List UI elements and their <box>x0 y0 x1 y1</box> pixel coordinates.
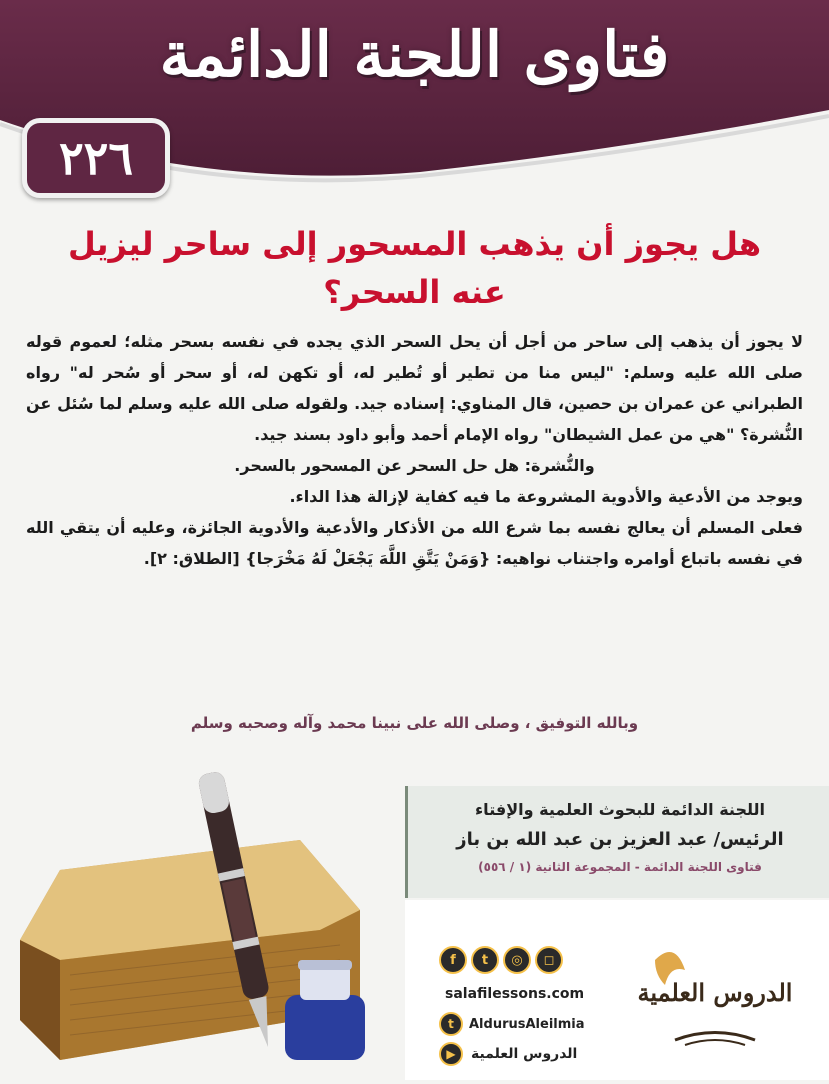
brand-logo <box>615 940 815 1060</box>
signature-box <box>405 786 829 898</box>
twitter-icon[interactable]: t <box>471 946 499 974</box>
question-line-2: عنه السحر؟ <box>323 273 506 311</box>
book-pen-illustration <box>0 760 400 1080</box>
answer-paragraph-4: فعلى المسلم أن يعالج نفسه بما شرع الله من الأذكار والأدعية والأدوية الجائزة، وعليه أن يتقي الله في نفسه باتباع أوامره واجتناب نواهيه: {وَمَنْ يَتَّقِ اللَّهَ يَجْعَلْ لَهُ مَخْرَجا} [الطلاق: ٢]. <box>26 518 803 568</box>
logo-text: الدروس العلمية <box>637 978 793 1007</box>
fatwa-number-badge: ٢٢٦ <box>22 118 170 198</box>
telegram-handle[interactable] <box>439 1012 585 1036</box>
answer-paragraph-2: والنُّشرة: هل حل السحر عن المسحور بالسحر. <box>234 456 595 475</box>
youtube-icon: ▶ <box>439 1042 463 1066</box>
question-line-1: هل يجوز أن يذهب المسحور إلى ساحر ليزيل <box>67 225 762 263</box>
dribbble-icon[interactable]: ◎ <box>503 946 531 974</box>
answer-paragraph-1: لا يجوز أن يذهب إلى ساحر من أجل أن يحل السحر الذي يجده في نفسه بسحر مثله؛ لعموم قوله صلى الله عليه وسلم: "ليس منا من تطير أو تُطير له، أو تكهن له، أو سحر أو سُحر له" رواه الطبراني عن عمران بن حصين، قال المناوي: إسناده جيد. ولقوله صلى الله عليه وسلم لما سُئل عن النُّشرة؟ "هي من عمل الشيطان" رواه الإمام أحمد وأبو داود بسند جيد. <box>26 332 803 444</box>
question-heading <box>40 220 789 316</box>
telegram-icon: t <box>439 1012 463 1036</box>
answer-paragraph-3: ويوجد من الأدعية والأدوية المشروعة ما فيه كفاية لإزالة هذا الداء. <box>289 487 803 506</box>
closing-line: وبالله التوفيق ، وصلى الله على نبينا محمد وآله وصحبه وسلم <box>190 714 639 732</box>
president-name: الرئيس/ عبد العزيز بن عبد الله بن باز <box>456 829 784 850</box>
committee-name: اللجنة الدائمة للبحوث العلمية والإفتاء <box>475 800 765 819</box>
page-title: فتاوى اللجنة الدائمة <box>159 18 670 91</box>
facebook-icon[interactable]: f <box>439 946 467 974</box>
website-link[interactable]: salafilessons.com <box>445 986 585 1002</box>
footer <box>405 900 829 1080</box>
youtube-channel[interactable] <box>439 1042 577 1066</box>
telegram-handle-text: AldurusAleilmia <box>469 1016 585 1032</box>
instagram-icon[interactable]: ◻ <box>535 946 563 974</box>
source-reference: فتاوى اللجنة الدائمة - المجموعة الثانية (١ / ٥٥٦) <box>478 860 762 874</box>
social-icons-row <box>439 946 563 974</box>
youtube-channel-text: الدروس العلمية <box>471 1046 578 1062</box>
answer-body <box>26 326 803 574</box>
